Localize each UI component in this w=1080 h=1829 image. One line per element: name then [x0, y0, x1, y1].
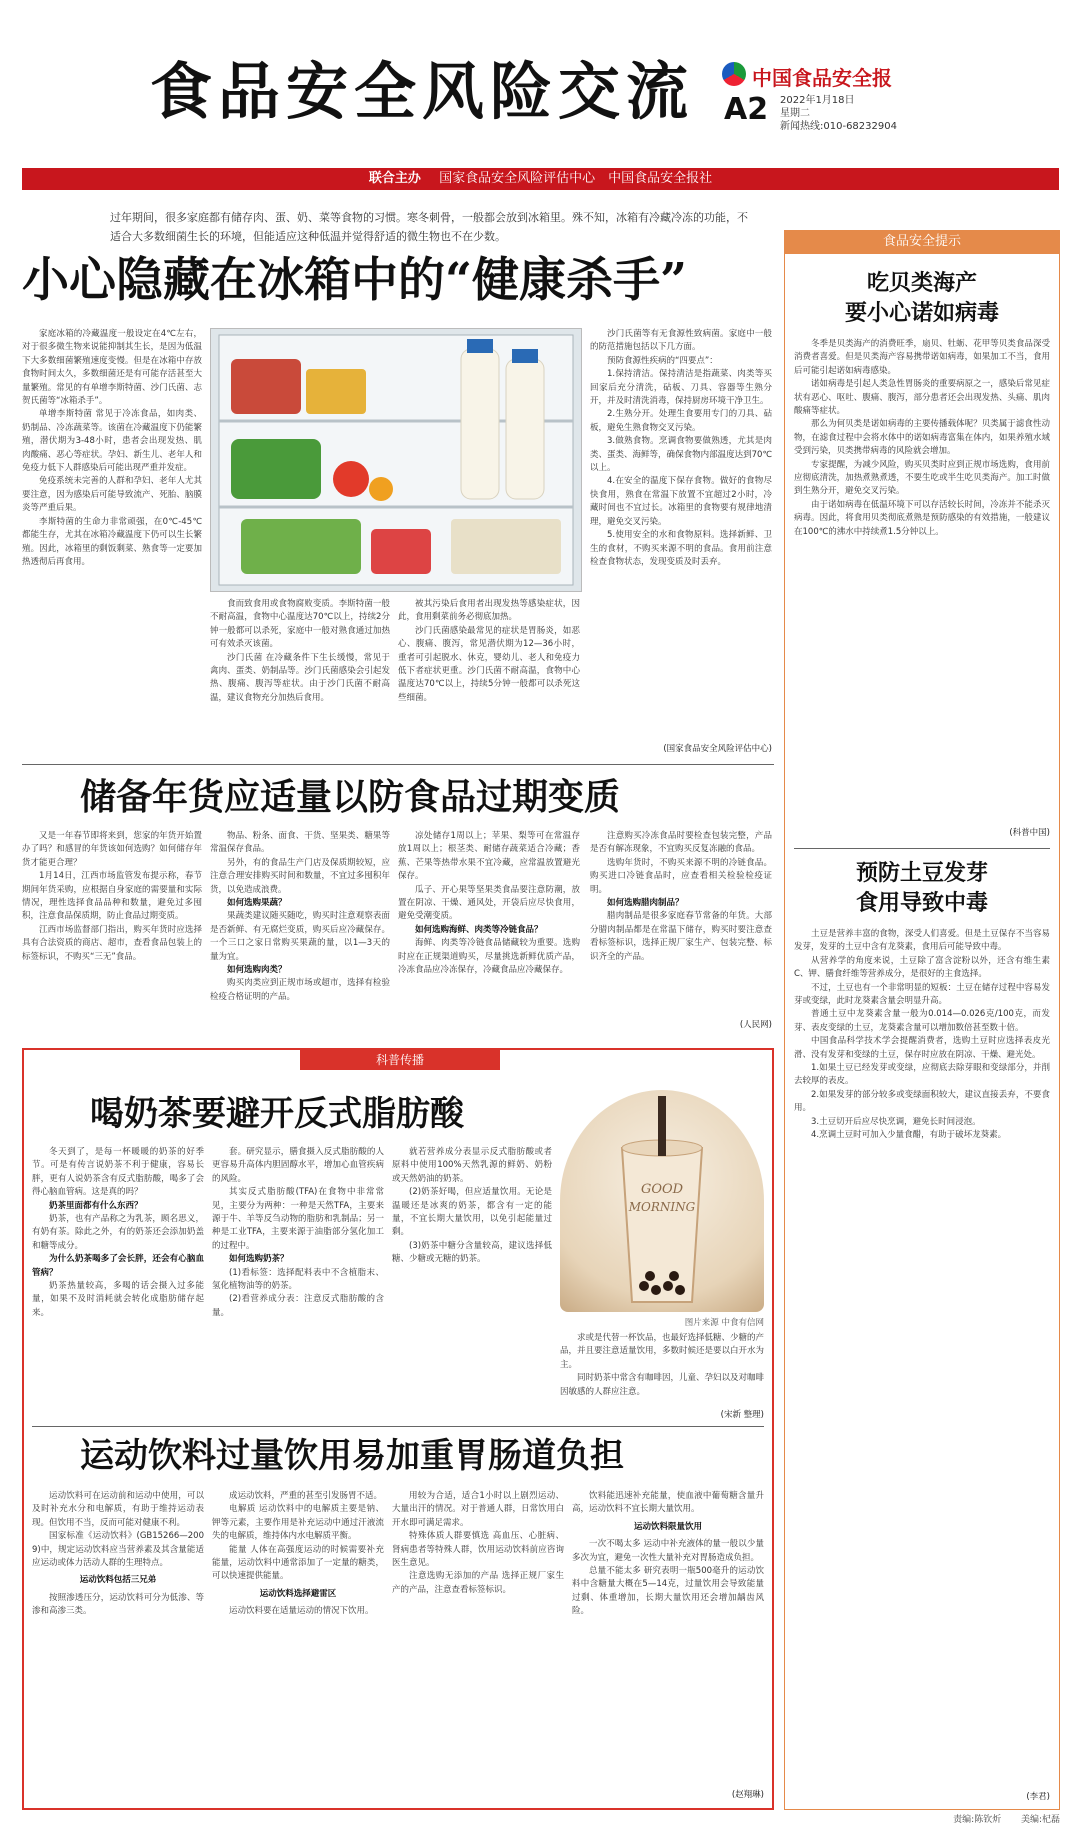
subheading: 如何选购奶茶？ [229, 1254, 289, 1265]
article1-intro: 过年期间，很多家庭都有储存肉、蛋、奶、菜等食物的习惯。寒冬刺骨，一般都会放到冰箱里。殊不知，冰箱有冷藏冷冻的功能，不适合大多数细菌生长的环境，但能适应这种低温并觉得舒适的微生物也不在少数。 [110, 211, 748, 243]
article2-col2 [210, 830, 390, 1030]
paragraph: (2)看营养成分表：注意反式脂肪酸的含量。 [212, 1294, 384, 1318]
subheading: 如何选购海鲜、肉类等冷链食品？ [415, 924, 543, 935]
divider [22, 764, 774, 765]
paragraph: 果蔬类建议随买随吃，购买时注意观察表面是否新鲜、有无腐烂变质，购买后应冷藏保存。一个三口之家日常购买果蔬的量，以1—3天的量为宜。 [210, 911, 390, 962]
weekday-text: 星期二 [780, 108, 810, 119]
paragraph: (1)看标签：选择配料表中不含植脂末、氢化植物油等的奶茶。 [212, 1267, 384, 1292]
article3-col4 [560, 1332, 764, 1406]
editor-credit: 责编:陈钦炘 [953, 1815, 1002, 1825]
paragraph: 那么为何贝类是诺如病毒的主要传播载体呢？贝类属于滤食性动物，在滤食过程中会将水体中的诺如病毒富集在体内，如果养殖水域受到污染，贝类携带病毒的风险就会增加。 [794, 419, 1050, 457]
divider [32, 1426, 764, 1427]
page-number: A2 [724, 92, 769, 127]
paragraph: 食而致食用或食物腐败变质。李斯特菌一般不耐高温，食物中心温度达70℃以上，持续2分钟一般都可以杀死，家庭中一般对熟食通过加热可有效杀灭该菌。 [210, 599, 390, 650]
paragraph: 饮料能迅速补充能量，使血液中葡萄糖含量升高，运动饮料不宜长期大量饮用。 [572, 1491, 764, 1515]
article1-credit: (国家食品安全风险评估中心) [663, 744, 772, 754]
article4-col3 [392, 1490, 564, 1800]
logo-text: 中国食品安全报 [752, 66, 892, 90]
paragraph: 电解质 运动饮料中的电解质主要是钠、钾等元素，主要作用是补充运动中通过汗液流失的电解质，维持体内水电解质平衡。 [212, 1504, 384, 1542]
milk-tea-photo [560, 1090, 764, 1312]
article2-credit: (人民网) [739, 1020, 772, 1030]
paragraph: 总量不能太多 研究表明一瓶500毫升的运动饮料中含糖量大概在5—14克，过量饮用会导致能量过剩、体重增加，长期大量饮用还会增加龋齿风险。 [572, 1566, 764, 1617]
paragraph: 1.保持清洁。保持清洁是指蔬菜、肉类等买回家后充分清洗，砧板、刀具、容器等生熟分开，并及时清洗消毒，保持厨房环境干净卫生。 [590, 369, 772, 407]
article1-col3 [398, 598, 580, 758]
paragraph: 江西市场监督部门指出，购买年货时应选择具有合法资质的商店、超市，查看食品包装上的标签标识，不购买“三无”食品。 [22, 924, 202, 962]
paragraph: 运动饮料可在运动前和运动中使用，可以及时补充水分和电解质，有助于维持运动表现。但饮用不当，反而可能对健康不利。 [32, 1491, 204, 1528]
issue-date [780, 94, 897, 133]
paragraph: 同时奶茶中常含有咖啡因，儿童、孕妇以及对咖啡因敏感的人群应注意。 [560, 1373, 764, 1397]
paragraph: 国家标准《运动饮料》(GB15266—2009)中，规定运动饮料应当营养素及其含量能适应运动或体力活动人群的生理特点。 [32, 1531, 204, 1569]
paragraph: 腊肉制品是很多家庭春节常备的年货。大部分腊肉制品都是在常温下储存，购买时要注意查看标签标识，选择正规厂家生产、包装完整、标识齐全的产品。 [590, 911, 772, 962]
article3-credit: (宋新 整理) [720, 1410, 764, 1420]
sponsor-banner [22, 168, 1059, 190]
subheading: 奶茶里面都有什么东西？ [49, 1200, 143, 1211]
paragraph: 冬季是贝类海产的消费旺季，扇贝、牡蛎、花甲等贝类食品深受消费者喜爱。但是贝类海产容易携带诺如病毒，如果加工不当，食用后可能引起诺如病毒感染。 [794, 339, 1050, 376]
paragraph: 奶茶，也有产品称之为乳茶，顾名思义，有奶有茶。除此之外，有的奶茶还会添加奶盖和糖等成分。 [32, 1214, 204, 1251]
paragraph: 1.如果土豆已经发芽或变绿，应彻底去除芽眼和变绿部分，并削去较厚的表皮。 [794, 1063, 1050, 1087]
paragraph: 4.在安全的温度下保存食物。做好的食物尽快食用，熟食在常温下放置不宜超过2小时，冷藏时间也不宜过长。冰箱里的食物要有规律地清理，避免交叉污染。 [590, 476, 772, 527]
paragraph: 求或是代替一杯饮品，也最好选择低糖、少糖的产品，并且要注意适量饮用，多数时候还是要以白开水为主。 [560, 1333, 764, 1370]
paragraph: 预防食源性疾病的“四要点”： [607, 355, 718, 366]
divider [794, 848, 1050, 849]
paragraph: 运动饮料要在适量运动的情况下饮用。 [229, 1606, 374, 1617]
paragraph: 2.生熟分开。处理生食要用专门的刀具、砧板，避免生熟食物交叉污染。 [590, 409, 772, 433]
paragraph: 海鲜、肉类等冷链食品储藏较为重要。选购时应在正规渠道购买，尽量挑选新鲜优质产品，冷冻食品应冷冻保存，冷藏食品应冷藏保存。 [398, 938, 580, 976]
banner-label: 联合主办 [368, 171, 421, 186]
cup-text-morning: MORNING [628, 1200, 696, 1214]
subheading: 运动饮料限量饮用 [633, 1521, 702, 1532]
paragraph: 物品、粉条、面食、干货、坚果类、糖果等常温保存食品。 [210, 831, 390, 855]
sidebar-story2-credit: (李君) [1026, 1792, 1050, 1802]
subheading: 如何选购腊肉制品？ [607, 898, 684, 909]
subheading: 运动饮料包括三兄弟 [79, 1575, 157, 1586]
footer-credits [820, 1812, 1060, 1825]
paragraph: 不过，土豆也有一个非常明显的短板：土豆在储存过程中容易发芽或变绿，此时龙葵素含量会明显升高。 [794, 982, 1050, 1007]
paragraph: 沙门氏菌 在冷藏条件下生长缓慢，常见于禽肉、蛋类、奶制品等。沙门氏菌感染会引起发热、腹痛、腹泻等症状。由于沙门氏菌不耐高温，建议食物充分加热后食用。 [210, 652, 390, 703]
hotline-text: 新闻热线:010-68232904 [780, 121, 897, 132]
article4-col1 [32, 1490, 204, 1800]
designer-credit: 美编:杞磊 [1020, 1815, 1060, 1825]
science-tag: 科普传播 [300, 1050, 500, 1070]
article4-headline: 运动饮料过量饮用易加重胃肠道负担 [80, 1436, 624, 1476]
paragraph: 中国食品科学技术学会提醒消费者，选购土豆时应选择表皮光滑、没有发芽和变绿的土豆，保存时应放在阴凉、干燥、避光处。 [794, 1036, 1050, 1060]
paragraph: 3.土豆切开后应尽快烹调，避免长时间浸泡。 [811, 1116, 981, 1127]
paragraph: 3.做熟食物。烹调食物要做熟透，尤其是肉类、蛋类、海鲜等，确保食物内部温度达到70℃以上。 [590, 436, 772, 474]
paragraph: 普通土豆中龙葵素含量一般为0.014—0.026克/100克，而发芽、表皮变绿的土豆，龙葵素含量可以增加数倍甚至数十倍。 [794, 1009, 1050, 1033]
paragraph: (3)奶茶中糖分含量较高，建议选择低糖、少糖或无糖的奶茶。 [392, 1240, 552, 1265]
paragraph: 套。研究显示，膳食摄入反式脂肪酸的人更容易升高体内胆固醇水平，增加心血管疾病的风险。 [212, 1147, 384, 1184]
paragraph: 成运动饮料，严重的甚至引发肠胃不适。 [229, 1491, 383, 1501]
paragraph: 另外，有的食品生产门店及保质期较短，应注意合理安排购买时间和数量，不宜过多囤积年货，以免造成浪费。 [210, 857, 390, 895]
paragraph: 能量 人体在高强度运动的时候需要补充能量，运动饮料中通常添加了一定量的糖类，可以快速提供能量。 [212, 1544, 384, 1582]
paragraph: 又是一年春节即将来到，您家的年货开始置办了吗？和感冒的年货该如何选购？如何储存年货才能更合理？ [22, 831, 202, 868]
subheading: 如何选购果蔬？ [227, 898, 287, 909]
sidebar-story1-body [794, 338, 1050, 822]
paragraph: 瓜子、开心果等坚果类食品要注意防潮，放置在阴凉、干燥、通风处，开袋后应尽快食用，避免受潮变质。 [398, 884, 580, 922]
article4-col2 [212, 1490, 384, 1800]
headline-line: 吃贝类海产 [866, 270, 977, 296]
paragraph: 选购年货时，不购买来源不明的冷链食品。购买进口冷链食品时，应查看相关检验检疫证明。 [590, 857, 772, 895]
paragraph: 专家提醒，为减少风险，购买贝类时应到正规市场选购，食用前应彻底清洗，加热煮熟煮透，不要生吃或半生吃贝类海产。加工时做到生熟分开，避免交叉污染。 [794, 459, 1050, 497]
paragraph: 李斯特菌的生命力非常顽强，在0℃-45℃都能生存，尤其在冰箱冷藏温度下仍可以生长繁殖。因此，冰箱里的剩饭剩菜、熟食等一定要加热透彻后再食用。 [22, 516, 202, 567]
paragraph: 一次不喝太多 运动中补充液体的量一般以少量多次为宜，避免一次性大量补充对胃肠造成负担。 [572, 1539, 764, 1563]
article2-col1 [22, 830, 202, 1030]
subheading: 如何选购肉类？ [227, 965, 287, 976]
article3-headline: 喝奶茶要避开反式脂肪酸 [90, 1094, 464, 1134]
article1-col4 [590, 328, 772, 740]
paragraph: 用较为合适，适合1小时以上剧烈运动、大量出汗的情况。对于普通人群，日常饮用白开水即可满足需求。 [392, 1491, 564, 1528]
article1-headline: 小心隐藏在冰箱中的“健康杀手” [22, 253, 688, 308]
paragraph: 其实反式脂肪酸(TFA)在食物中非常常见，主要分为两种：一种是天然TFA，主要来源于牛、羊等反刍动物的脂肪和乳制品；另一种是工业TFA，主要来源于油脂部分氢化加工的过程中。 [212, 1187, 384, 1251]
paragraph: 购买肉类应到正规市场或超市，选择有检验检疫合格证明的产品。 [210, 978, 390, 1002]
paragraph: 土豆是营养丰富的食物，深受人们喜爱。但是土豆保存不当容易发芽，发芽的土豆中含有龙葵素，食用后可能导致中毒。 [794, 929, 1050, 953]
photo-caption: 图片来源 中食有信网 [684, 1318, 764, 1328]
sidebar-story2-headline [790, 858, 1054, 918]
sidebar-story2-body [794, 928, 1050, 1788]
subheading: 为什么奶茶喝多了会长胖，还会有心脑血管病？ [32, 1254, 204, 1278]
paragraph: 奶茶热量较高，多喝的话会摄入过多能量，如果不及时消耗就会转化成脂肪储存起来。 [32, 1281, 204, 1318]
banner-orgs: 国家食品安全风险评估中心 中国食品安全报社 [439, 171, 713, 186]
article2-col3 [398, 830, 580, 1030]
paragraph: 沙门氏菌等有无食源性致病菌。家庭中一般的防范措施包括以下几方面。 [590, 329, 772, 353]
sidebar-story1-credit: (科普中国) [1009, 828, 1050, 838]
article2-col4 [590, 830, 772, 1016]
sidebar-header: 食品安全提示 [784, 230, 1060, 254]
paragraph: 冬天到了，是每一杯暖暖的奶茶的好季节。可是有传言说奶茶不利于健康，容易长胖，更有人说奶茶含有反式脂肪酸，喝多了会得心脑血管病。这是真的吗？ [32, 1147, 204, 1198]
paragraph: 免疫系统未完善的人群和孕妇、老年人尤其要注意，因为感染后可能导致流产、死胎、脑膜炎等严重后果。 [22, 476, 202, 514]
article4-credit: (赵翔琳) [731, 1790, 764, 1800]
article4-col4 [572, 1490, 764, 1786]
cup-text-good: GOOD [640, 1182, 684, 1197]
article3-col2 [212, 1146, 384, 1416]
headline-line: 预防土豆发芽 [855, 860, 988, 886]
paragraph: 4.烹调土豆时可加入少量食醋，有助于破坏龙葵素。 [811, 1130, 1007, 1141]
article2-headline: 储备年货应适量以防食品过期变质 [80, 776, 621, 818]
article1-col1 [22, 328, 202, 758]
article3-col3 [392, 1146, 552, 1416]
paragraph: 注意购买冷冻食品时要检查包装完整，产品是否有解冻现象，不宜购买反复冻融的食品。 [590, 831, 772, 855]
paragraph: 注意选购无添加的产品 选择正规厂家生产的产品，注意查看标签标识。 [392, 1571, 564, 1595]
headline-line: 要小心诺如病毒 [844, 300, 999, 326]
article3-col1 [32, 1146, 204, 1416]
logo [722, 62, 746, 86]
fridge-photo [210, 328, 582, 592]
paragraph: 诺如病毒是引起人类急性胃肠炎的重要病原之一，感染后常见症状有恶心、呕吐、腹痛、腹泻，部分患者还会出现发热、头痛、肌肉酸痛等症状。 [794, 379, 1050, 417]
paragraph: 1月14日，江西市场监管发布提示称，春节期间年货采购，应根据自身家庭的需要量和实际情况，理性选择食品品种和数量，避免过多囤积，注意食品保质期，防止食品过期变质。 [22, 871, 202, 922]
headline-line: 食用导致中毒 [855, 890, 988, 916]
paragraph: 特殊体质人群要慎选 高血压、心脏病、肾病患者等特殊人群，饮用运动饮料前应咨询医生意见。 [392, 1531, 564, 1569]
paragraph: 从营养学的角度来说，土豆除了富含淀粉以外，还含有维生素C、钾、膳食纤维等营养成分，是很好的主食选择。 [794, 955, 1050, 980]
date-text: 2022年1月18日 [780, 95, 855, 106]
sidebar-story1-headline [790, 268, 1054, 328]
paragraph: 按照渗透压分，运动饮料可分为低渗、等渗和高渗三类。 [32, 1592, 204, 1617]
paragraph: 沙门氏菌感染最常见的症状是胃肠炎，如恶心、腹痛、腹泻，常见潜伏期为12—36小时，重者可引起脱水、休克，婴幼儿、老人和免疫力低下者症状更重。沙门氏菌不耐高温，食物中心温度达70℃以上，持续5分钟一般都可以杀死这些细菌。 [398, 625, 580, 703]
paragraph: 家庭冰箱的冷藏温度一般设定在4℃左右，对于很多微生物来说能抑制其生长，是因为低温下大多数细菌繁殖速度变慢。但是在冰箱中存放食物时间太久，多数细菌还是有可能存活甚至大量繁殖。常见的有单增李斯特菌、沙门氏菌、志贺氏菌等“冰箱杀手”。 [22, 329, 202, 407]
paragraph: (2)奶茶好喝，但应适量饮用。无论是温暖还是冰爽的奶茶，都含有一定的能量，不宜长期大量饮用，以免引起能量过剩。 [392, 1187, 552, 1238]
paragraph: 被其污染后食用者出现发热等感染症状，因此，食用剩菜前务必彻底加热。 [398, 599, 580, 623]
paragraph: 5.使用安全的水和食物原料。选择新鲜、卫生的食材，不购买来源不明的食品。食用前注意检查食物状态，发现变质及时丢弃。 [590, 530, 772, 567]
paragraph: 由于诺如病毒在低温环境下可以存活较长时间，冷冻并不能杀灭病毒。因此，将食用贝类彻底煮熟是预防感染的有效措施，一般建议在100℃的沸水中持续煮1.5分钟以上。 [794, 499, 1050, 537]
paragraph: 凉处储存1周以上；苹果、梨等可在常温存放1周以上；根茎类、耐储存蔬菜适合冷藏；香蕉、芒果等热带水果不宜冷藏，应常温放置避光保存。 [398, 831, 580, 882]
page-title: 食品安全风险交流 [150, 55, 695, 128]
paragraph: 单增李斯特菌 常见于冷冻食品，如肉类、奶制品、冷冻蔬菜等。该菌在冷藏温度下仍能繁殖，潜伏期为3-48小时，患者会出现发热、肌肉酸痛、恶心等症状。孕妇、新生儿、老年人和免疫力低下人群感染后可能出现严重并发症。 [22, 409, 202, 474]
subheading: 运动饮料选择避雷区 [259, 1588, 337, 1599]
article1-col2 [210, 598, 390, 758]
paragraph: 2.如果发芽的部分较多或变绿面积较大，建议直接丢弃，不要食用。 [794, 1089, 1050, 1114]
paragraph: 就若营养成分表显示反式脂肪酸或者原料中使用100%天然乳源的鲜奶、奶粉或天然奶油的奶茶。 [392, 1147, 552, 1184]
